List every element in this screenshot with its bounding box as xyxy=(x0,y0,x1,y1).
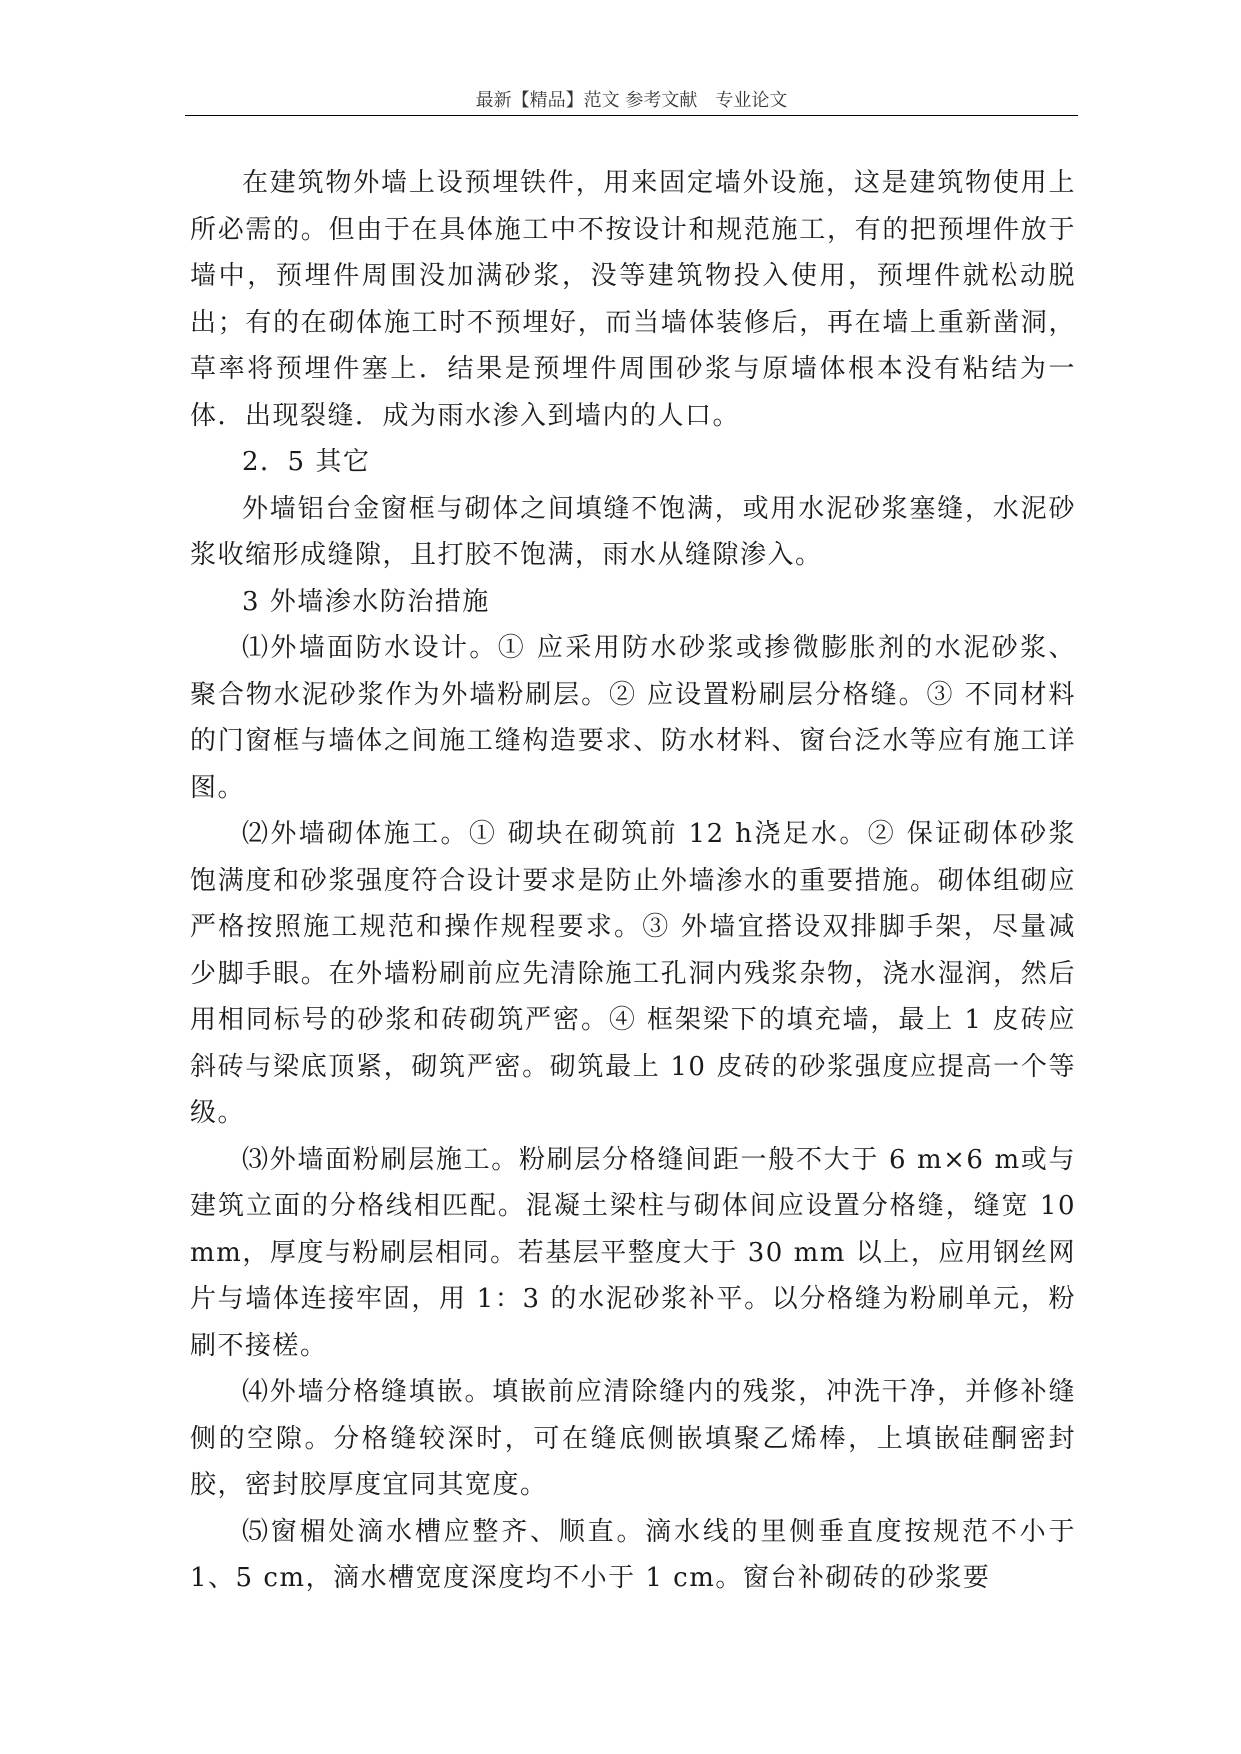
paragraph-measure-2: ⑵外墙砌体施工。① 砌块在砌筑前 12 h浇足水。② 保证砌体砂浆饱满度和砂浆强度符合设计要求是防止外墙渗水的重要措施。砌体组砌应严格按照施工规范和操作规程要求。③ 外墙宜搭设双排脚手架，尽量减少脚手眼。在外墙粉刷前应先清除施工孔洞内残浆杂物，浇水湿润，然后用相同标号的砂浆和砖砌筑严密。④ 框架梁下的填充墙，最上 1 皮砖应斜砖与梁底顶紧，砌筑严密。砌筑最上 10 皮砖的砂浆强度应提高一个等级。 xyxy=(190,819,1076,1128)
paragraph-measure-5: ⑸窗楣处滴水槽应整齐、顺直。滴水线的里侧垂直度按规范不小于 1、5 cm，滴水槽宽度深度均不小于 1 cm。窗台补砌砖的砂浆要 xyxy=(190,1516,1076,1593)
page-header: 最新【精品】范文 参考文献 专业论文 xyxy=(475,90,788,111)
paragraph-window-frame-gaps: 外墙铝台金窗框与砌体之间填缝不饱满，或用水泥砂浆塞缝，水泥砂浆收缩形成缝隙，且打胶不饱满，雨水从缝隙渗入。 xyxy=(190,493,1076,570)
paragraph-measure-1: ⑴外墙面防水设计。① 应采用防水砂浆或掺微膨胀剂的水泥砂浆、聚合物水泥砂浆作为外墙粉刷层。② 应设置粉刷层分格缝。③ 不同材料的门窗框与墙体之间施工缝构造要求、防水材料、窗台泛水等应有施工详图。 xyxy=(190,633,1076,803)
section-heading-2-5: 2．5 其它 xyxy=(242,447,371,477)
document-body xyxy=(190,160,1076,1602)
header-divider xyxy=(185,115,1078,116)
paragraph-embedded-parts: 在建筑物外墙上设预埋铁件，用来固定墙外设施，这是建筑物使用上所必需的。但由于在具体施工中不按设计和规范施工，有的把预埋件放于墙中，预埋件周围没加满砂浆，没等建筑物投入使用，预埋件就松动脱出；有的在砌体施工时不预埋好，而当墙体装修后，再在墙上重新凿洞，草率将预埋件塞上．结果是预埋件周围砂浆与原墙体根本没有粘结为一体．出现裂缝．成为雨水渗入到墙内的人口。 xyxy=(190,168,1076,431)
paragraph-measure-3: ⑶外墙面粉刷层施工。粉刷层分格缝间距一般不大于 6 m×6 m或与建筑立面的分格线相匹配。混凝土梁柱与砌体间应设置分格缝，缝宽 10 mm，厚度与粉刷层相同。若基层平整度大于 30 mm 以上，应用钢丝网片与墙体连接牢固，用 1：3 的水泥砂浆补平。以分格缝为粉刷单元，粉刷不接槎。 xyxy=(190,1144,1076,1361)
paragraph-measure-4: ⑷外墙分格缝填嵌。填嵌前应清除缝内的残浆，冲洗干净，并修补缝侧的空隙。分格缝较深时，可在缝底侧嵌填聚乙烯棒，上填嵌硅酮密封胶，密封胶厚度宜同其宽度。 xyxy=(190,1377,1076,1500)
section-heading-3: 3 外墙渗水防治措施 xyxy=(242,586,490,617)
